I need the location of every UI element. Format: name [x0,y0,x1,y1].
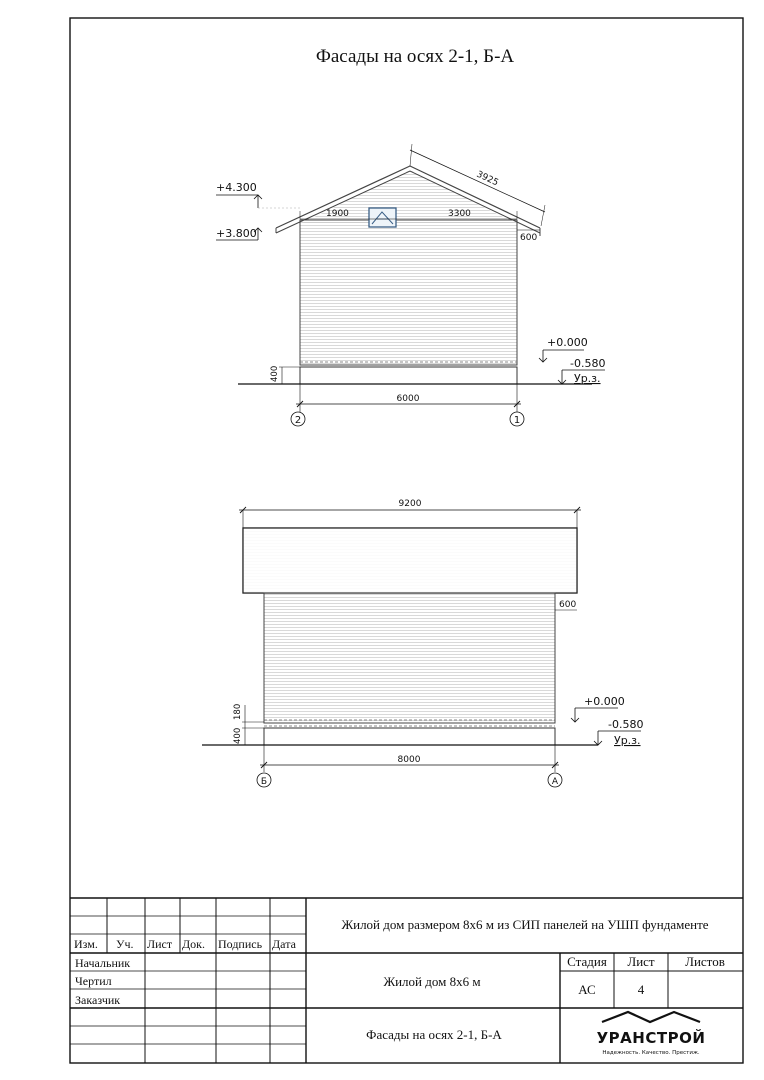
role-nachalnik: Начальник [75,956,131,970]
role-zakazchik: Заказчик [75,993,121,1007]
hdr-dok: Док. [182,937,206,951]
dim-right-part: 3300 [448,209,471,219]
plinth [300,367,517,384]
facade-wall-long [264,593,555,723]
dim-overhang-long: 600 [559,600,577,610]
sheets-label: Листов [685,954,725,969]
dim-left-part: 1900 [326,209,349,219]
axis-a: А [551,777,559,787]
axis-b: Б [260,777,268,787]
ground-label-long: Ур.з. [614,734,641,747]
dim-overhang: 600 [520,233,538,243]
dim-width-long: 8000 [397,755,421,765]
stage-value: АС [578,982,596,997]
hdr-data: Дата [272,937,296,951]
dim-plinth: 400 [270,365,280,382]
hdr-list: Лист [147,937,173,951]
facade-axes-b-a [202,499,643,787]
dim-width: 6000 [396,394,420,404]
axis-1: 1 [513,415,521,426]
role-chertil: Чертил [75,974,112,988]
dim-plinth2: 180 [233,703,243,720]
level-ground-long: -0.580 [608,718,644,731]
logo-tagline: Надежность. Качество. Престиж. [602,1050,700,1056]
gable-window [369,208,396,227]
axis-2: 2 [294,415,302,426]
project-name: Жилой дом размером 8х6 м из СИП панелей на УШП фундаменте [341,917,709,932]
ground-label: Ур.з. [574,372,601,385]
plinth-long [264,728,555,745]
sheet-label: Лист [627,954,655,969]
logo-name: УРАНСТРОЙ [596,1029,706,1047]
stage-label: Стадия [567,954,607,969]
hdr-uch: Уч. [116,937,134,951]
facade-wall [300,220,517,365]
hdr-izm: Изм. [74,937,98,951]
sheet-title: Фасады на осях 2-1, Б-А [315,46,515,67]
sheet-name: Фасады на осях 2-1, Б-А [366,1027,502,1042]
company-logo [597,1012,706,1056]
level-floor-long: +0.000 [584,695,625,708]
dim-slope: 3925 [474,169,500,189]
facade-axes-2-1 [216,144,605,426]
dim-plinth-long: 400 [233,727,243,744]
level-eaves: +3.800 [216,227,257,240]
level-floor: +0.000 [547,336,588,349]
hdr-podpis: Подпись [218,937,263,951]
sheet-number: 4 [637,982,645,997]
object-name: Жилой дом 8х6 м [383,974,481,989]
level-ridge: +4.300 [216,181,257,194]
level-ground: -0.580 [570,357,606,370]
dim-total: 9200 [398,499,422,509]
